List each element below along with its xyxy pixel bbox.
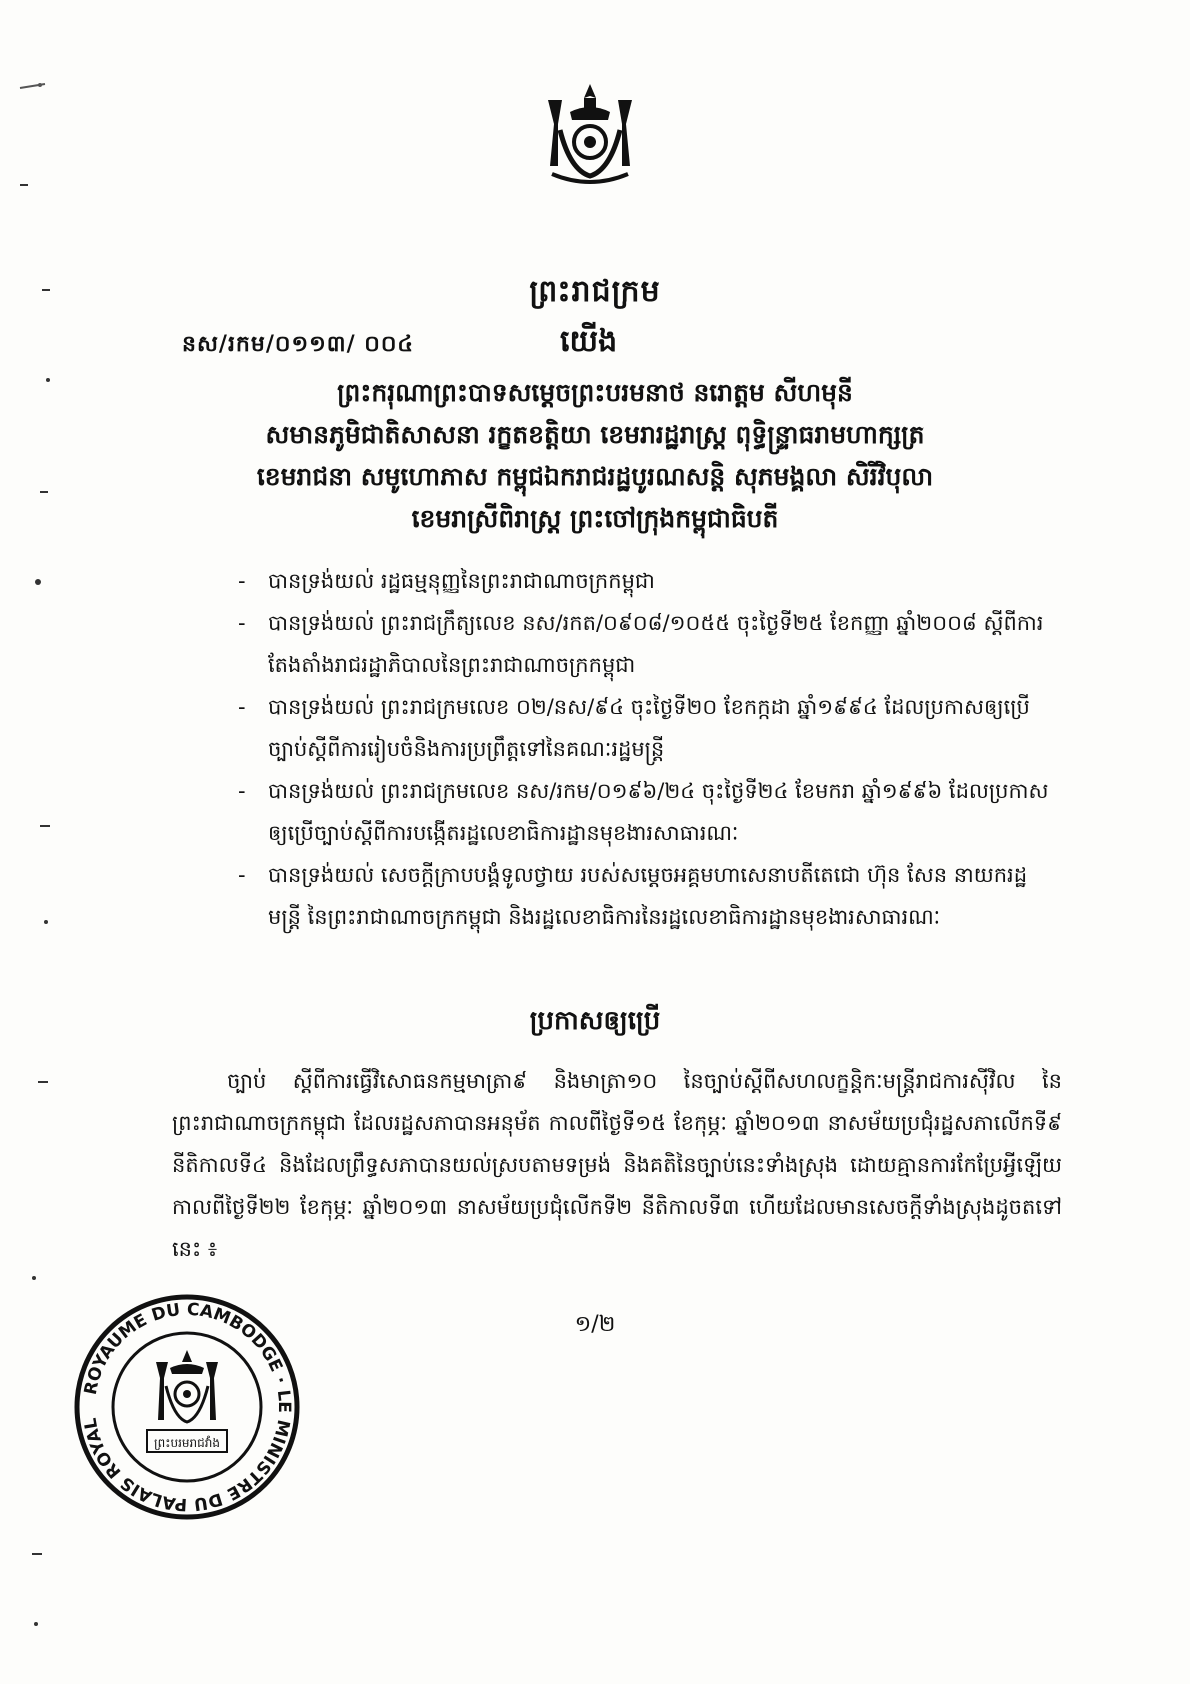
list-item: - បានទ្រង់យល់ ព្រះរាជក្រមលេខ ០២/នស/៩៤ ចុះថ្ងៃទី២០ ខែកក្កដា ឆ្នាំ១៩៩៤ ដែលប្រកាសឲ្យប្រើច្បាប់ស្តីពីការរៀបចំនិងការប្រព្រឹត្តទៅនៃគណៈរដ្ឋមន្ត្រី bbox=[238, 695, 1030, 761]
royal-titles bbox=[150, 372, 1040, 540]
promulgate-heading: ប្រកាសឲ្យប្រើ bbox=[529, 1006, 661, 1036]
royal-title-line: ខេមរាស្រីពិរាស្ត្រ ព្រះចៅក្រុងកម្ពុជាធិបតី bbox=[411, 504, 779, 533]
list-item: - បានទ្រង់យល់ សេចក្តីក្រាបបង្គំទូលថ្វាយ របស់សម្តេចអគ្គមហាសេនាបតីតេជោ ហ៊ុន សែន នាយករដ្ឋមន្ត្រី នៃព្រះរាជាណាចក្រកម្ពុជា និងរដ្ឋលេខាធិការនៃរដ្ឋលេខាធិការដ្ឋានមុខងារសាធារណៈ bbox=[238, 863, 1028, 929]
list-item: - បានទ្រង់យល់ រដ្ឋធម្មនុញ្ញនៃព្រះរាជាណាចក្រកម្ពុជា bbox=[238, 569, 655, 593]
royal-title-line: ព្រះករុណាព្រះបាទសម្ដេចព្រះបរមនាថ នរោត្តម សីហមុនី bbox=[337, 378, 853, 407]
seal-outer-text: ROYAUME DU CAMBODGE · LE MINISTRE DU PALAIS ROYAL bbox=[80, 1299, 295, 1515]
reference-number: នស/រកម/០១១៣/ ០០៤ bbox=[182, 332, 414, 357]
royal-title-line: ខេមរាជនា សមូហោភាស កម្ពុជឯករាជរដ្ឋបូរណសន្តិ សុភមង្គលា សិរីវិបុលា bbox=[256, 462, 934, 491]
seal-emblem-icon bbox=[156, 1350, 218, 1422]
list-item: - បានទ្រង់យល់ ព្រះរាជក្រឹត្យលេខ នស/រកត/០៩០៨/១០៥៥ ចុះថ្ងៃទី២៥ ខែកញ្ញា ឆ្នាំ២០០៨ ស្តីពីការតែងតាំងរាជរដ្ឋាភិបាលនៃព្រះរាជាណាចក្រកម្ពុជា bbox=[238, 611, 1044, 677]
royal-emblem-icon bbox=[530, 80, 650, 188]
royal-title-line: សមានភូមិជាតិសាសនា រក្ខតខត្តិយា ខេមរារដ្ឋរាស្ត្រ ពុទ្ធិន្ទ្រាធរាមហាក្សត្រ bbox=[265, 420, 925, 449]
royal-palace-seal bbox=[70, 1290, 305, 1525]
considerations-list bbox=[238, 560, 1058, 938]
seal-inner-label: ព្រះបរមរាជវាំង bbox=[154, 1436, 220, 1450]
list-item: - បានទ្រង់យល់ ព្រះរាជក្រមលេខ នស/រកម/០១៩៦/២៤ ចុះថ្ងៃទី២៤ ខែមករា ឆ្នាំ១៩៩៦ ដែលប្រកាសឲ្យប្រើច្បាប់ស្តីពីការបង្កើតរដ្ឋលេខាធិការដ្ឋានមុខងារសាធារណៈ bbox=[238, 779, 1049, 845]
document-title: ព្រះរាជក្រម bbox=[529, 274, 661, 309]
page-number: ១/២ bbox=[574, 1312, 616, 1337]
we-heading: យើង bbox=[560, 324, 618, 359]
body-paragraph: ច្បាប់ ស្តីពីការធ្វើវិសោធនកម្មមាត្រា៩ និងមាត្រា១០ នៃច្បាប់ស្តីពីសហលក្ខន្តិកៈមន្ត្រីរាជការស៊ីវិល នៃព្រះរាជាណាចក្រកម្ពុជា ដែលរដ្ឋសភាបានអនុម័ត កាលពីថ្ងៃទី១៥ ខែកុម្ភៈ ឆ្នាំ២០១៣ នាសម័យប្រជុំរដ្ឋសភាលើកទី៩ នីតិកាលទី៤ និងដែលព្រឹទ្ធសភាបានយល់ស្របតាមទម្រង់ និងគតិនៃច្បាប់នេះទាំងស្រុង ដោយគ្មានការកែប្រែអ្វីឡើយ កាលពីថ្ងៃទី២២ ខែកុម្ភៈ ឆ្នាំ២០១៣ នាសម័យប្រជុំលើកទី២ នីតិកាលទី៣ ហើយដែលមានសេចក្តីទាំងស្រុងដូចតទៅនេះ ៖ bbox=[172, 1069, 1062, 1261]
